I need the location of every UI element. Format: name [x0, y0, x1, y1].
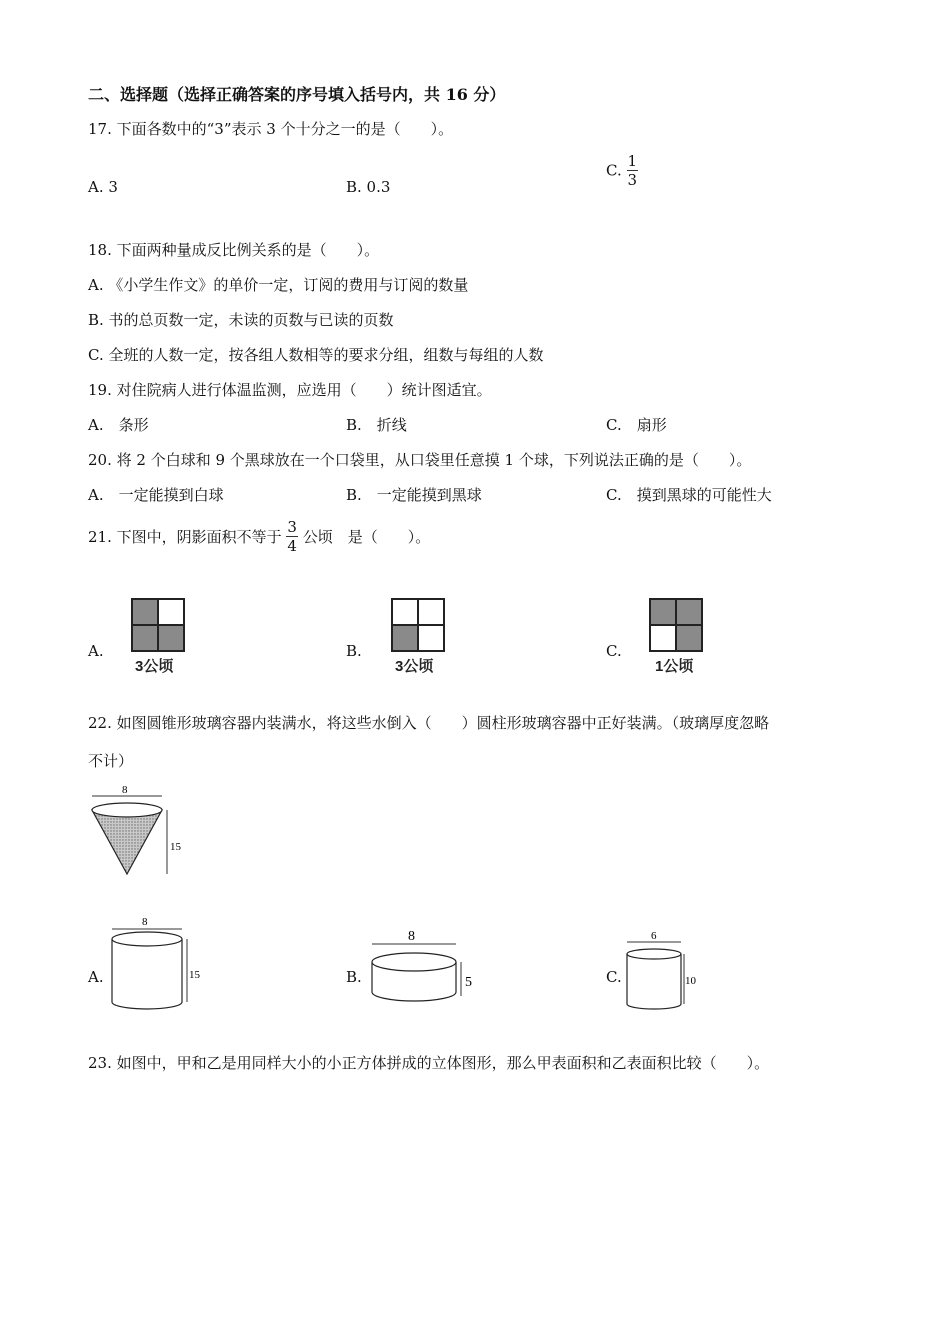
q19-option-b: B. 折线: [346, 416, 407, 434]
grid-cell: [392, 625, 418, 651]
grid-cell: [418, 599, 444, 625]
cyl-c-diameter-label: 6: [651, 930, 657, 942]
grid-cell: [676, 625, 702, 651]
q21-caption-a: 3公顷: [135, 658, 174, 675]
q20-option-b: B. 一定能摸到黑球: [346, 486, 482, 504]
cone-diameter-label: 8: [122, 784, 128, 796]
q22-cone-figure: [86, 782, 196, 882]
cyl-b-height-label: 5: [465, 975, 472, 990]
q22-label-a: A.: [88, 968, 104, 986]
grid-cell: [650, 625, 676, 651]
q20-option-a: A. 一定能摸到白球: [88, 486, 224, 504]
q17-stem: 17. 下面各数中的“3”表示 3 个十分之一的是（ ）。: [88, 120, 454, 138]
cyl-c-top: [627, 949, 681, 959]
q17-fraction-denominator: 3: [627, 171, 638, 189]
q21-stem-pre: 21. 下图中，阴影面积不等于: [88, 528, 282, 546]
q22-label-b: B.: [346, 968, 362, 986]
q17-option-a: A. 3: [88, 178, 118, 196]
q22-stem-line1: 22. 如图圆锥形玻璃容器内装满水，将这些水倒入（ ）圆柱形玻璃容器中正好装满。（玻璃厚度忽略: [88, 714, 770, 732]
cyl-a-body: [112, 939, 182, 1009]
q18-option-c: C. 全班的人数一定，按各组人数相等的要求分组，组数与每组的人数: [88, 346, 544, 364]
q21-fraction-numerator: 3: [287, 518, 297, 536]
q20-stem: 20. 将 2 个白球和 9 个黑球放在一个口袋里，从口袋里任意摸 1 个球，下列说法正确的是（ ）。: [88, 451, 752, 469]
q19-stem: 19. 对住院病人进行体温监测，应选用（ ）统计图适宜。: [88, 381, 492, 399]
cyl-b-diameter-label: 8: [408, 929, 415, 944]
grid-cell: [158, 625, 184, 651]
grid-cell: [392, 599, 418, 625]
q17-option-c: [606, 152, 638, 189]
q22-cylinder-c: [623, 928, 713, 1012]
cyl-b-top: [372, 953, 456, 971]
q23-stem: 23. 如图中，甲和乙是用同样大小的小正方体拼成的立体图形，那么甲表面积和乙表面积比较（ ）。: [88, 1054, 770, 1072]
cyl-a-top: [112, 932, 182, 946]
grid-cell: [418, 625, 444, 651]
q17-fraction: [627, 152, 639, 189]
q21-stem: [88, 518, 430, 555]
q18-stem: 18. 下面两种量成反比例关系的是（ ）。: [88, 241, 380, 259]
q21-grid-a: [131, 598, 185, 652]
cyl-c-body: [627, 954, 681, 1009]
cone-height-label: 15: [170, 841, 181, 853]
q21-caption-c: 1公顷: [655, 658, 694, 675]
q18-option-a: A. 《小学生作文》的单价一定，订阅的费用与订阅的数量: [88, 276, 469, 294]
grid-cell: [650, 599, 676, 625]
q22-label-c: C.: [606, 968, 622, 986]
q21-caption-b: 3公顷: [395, 658, 434, 675]
q17-option-c-prefix: C.: [606, 161, 622, 180]
q22-stem-line2: 不计）: [88, 752, 134, 770]
q22-cylinder-b: [364, 918, 484, 1010]
cone-top-ellipse: [92, 803, 162, 817]
grid-cell: [158, 599, 184, 625]
cone-body: [92, 810, 162, 874]
q20-option-c: C. 摸到黑球的可能性大: [606, 486, 772, 504]
q21-fraction: [286, 518, 298, 555]
q21-label-b: B.: [346, 642, 362, 660]
q19-option-c: C. 扇形: [606, 416, 667, 434]
grid-cell: [132, 599, 158, 625]
cyl-c-height-label: 10: [685, 975, 696, 987]
q21-label-a: A.: [88, 642, 104, 660]
q18-option-b: B. 书的总页数一定，未读的页数与已读的页数: [88, 311, 394, 329]
q17-fraction-numerator: 1: [627, 152, 638, 170]
q21-grid-b: [391, 598, 445, 652]
q21-label-c: C.: [606, 642, 622, 660]
q17-option-b: B. 0.3: [346, 178, 391, 196]
grid-cell: [676, 599, 702, 625]
q21-grid-c: [649, 598, 703, 652]
section-title: 二、选择题（选择正确答案的序号填入括号内，共 16 分）: [88, 85, 506, 104]
cyl-a-diameter-label: 8: [142, 916, 148, 928]
grid-cell: [132, 625, 158, 651]
cyl-a-height-label: 15: [189, 969, 200, 981]
q22-cylinder-a: [106, 912, 206, 1012]
q21-fraction-denominator: 4: [287, 537, 297, 555]
q19-option-a: A. 条形: [88, 416, 149, 434]
q21-stem-post: 公顷 是（ ）。: [302, 528, 431, 546]
